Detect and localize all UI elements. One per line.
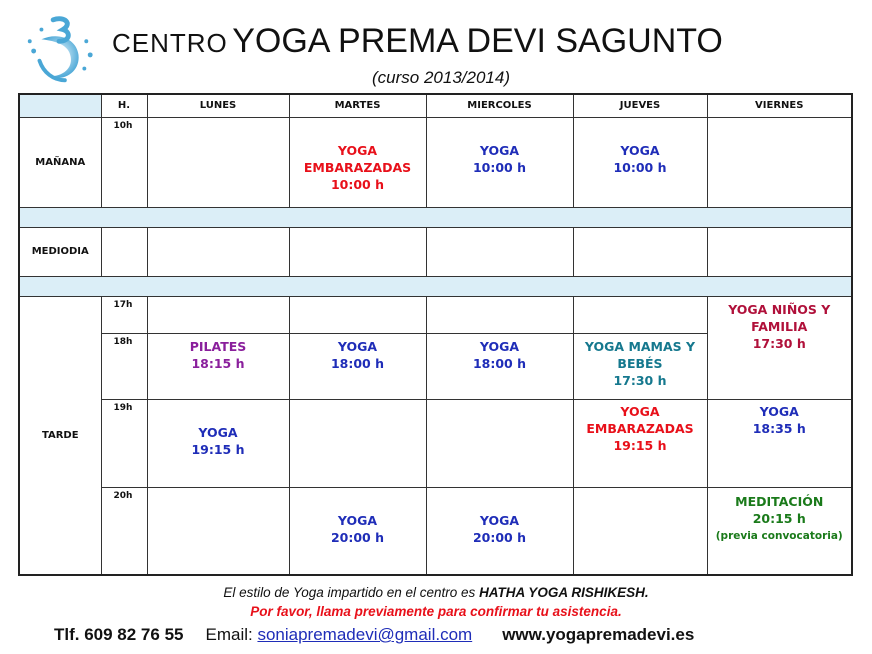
class-name: YOGA [479, 338, 520, 354]
class-time: 17:30 h [752, 335, 806, 351]
class-cell-jueves-19 [573, 399, 707, 487]
class-time: 18:15 h [191, 355, 245, 371]
cell-empty [289, 399, 426, 487]
class-name: YOGA EMBARAZADAS [303, 142, 412, 175]
cell-empty [101, 227, 147, 276]
email-link[interactable]: soniapremadevi@gmail.com [257, 625, 473, 644]
table-row [19, 296, 852, 333]
style-name: HATHA YOGA RISHIKESH. [479, 585, 649, 600]
class-cell-viernes-20 [707, 487, 852, 575]
cell-empty [147, 487, 289, 575]
class-name: YOGA NIÑOS Y FAMILIA [728, 301, 831, 334]
cell-empty [147, 296, 289, 333]
confirm-note: Por favor, llama previamente para confirmar tu asistencia. [250, 604, 622, 619]
class-cell-lunes-18 [147, 333, 289, 399]
cell-empty [573, 296, 707, 333]
class-time: 19:15 h [613, 437, 667, 453]
class-name: YOGA [479, 512, 520, 528]
hour-18: 18h [101, 333, 147, 399]
separator-row [19, 207, 852, 227]
col-header-viernes: VIERNES [707, 94, 852, 117]
yoga-style-note [0, 585, 872, 600]
class-cell-viernes-1730 [707, 296, 852, 399]
class-note: (previa convocatoria) [715, 529, 843, 542]
header-row [19, 94, 852, 117]
class-name: YOGA [620, 142, 660, 158]
hour-19: 19h [101, 399, 147, 487]
col-header-hour: H. [101, 94, 147, 117]
logo-icon [20, 12, 98, 90]
hour-10: 10h [101, 117, 147, 207]
cell-empty [707, 117, 852, 207]
class-name: PILATES [189, 338, 247, 354]
period-tarde: TARDE [19, 296, 101, 575]
cell-empty [426, 399, 573, 487]
title-main: YOGA PREMA DEVI SAGUNTO [232, 22, 723, 60]
cell-empty [147, 117, 289, 207]
class-cell-lunes-19 [147, 399, 289, 487]
email-label: Email: [205, 625, 258, 644]
website-link[interactable]: www.yogapremadevi.es [502, 625, 695, 644]
class-name: YOGA MAMAS Y BEBÉS [584, 338, 696, 371]
title-prefix: CENTRO [112, 28, 228, 58]
cell-empty [147, 227, 289, 276]
class-time: 18:35 h [752, 420, 806, 436]
cell-empty [573, 227, 707, 276]
class-name: YOGA [337, 338, 378, 354]
col-header-martes: MARTES [289, 94, 426, 117]
class-time: 18:00 h [472, 355, 527, 371]
class-time: 10:00 h [330, 176, 385, 192]
col-header-lunes: LUNES [147, 94, 289, 117]
table-row [19, 399, 852, 487]
table-row [19, 117, 852, 207]
phone-number: Tlf. 609 82 76 55 [54, 625, 184, 644]
hour-17: 17h [101, 296, 147, 333]
separator-row [19, 276, 852, 296]
separator-cell [19, 276, 852, 296]
cell-empty [426, 227, 573, 276]
class-cell-martes-18 [289, 333, 426, 399]
page-title [112, 22, 723, 61]
style-text: El estilo de Yoga impartido en el centro es [223, 585, 480, 600]
col-header-miercoles: MIERCOLES [426, 94, 573, 117]
period-manana: MAÑANA [19, 117, 101, 207]
cell-empty [289, 227, 426, 276]
table-row [19, 227, 852, 276]
cell-empty [289, 296, 426, 333]
class-time: 20:15 h [752, 510, 806, 526]
class-time: 10:00 h [613, 159, 667, 175]
class-cell-martes-20 [289, 487, 426, 575]
class-name: MEDITACIÓN [735, 493, 824, 509]
separator-cell [19, 207, 852, 227]
col-header-jueves: JUEVES [573, 94, 707, 117]
class-cell-miercoles-10 [426, 117, 573, 207]
class-cell-martes-10 [289, 117, 426, 207]
cell-empty [573, 487, 707, 575]
class-time: 17:30 h [613, 372, 667, 388]
class-cell-jueves-18 [573, 333, 707, 399]
schedule-table [18, 93, 853, 576]
cell-empty [426, 296, 573, 333]
class-cell-miercoles-18 [426, 333, 573, 399]
class-name: YOGA [198, 424, 238, 440]
table-row [19, 487, 852, 575]
class-time: 20:00 h [330, 529, 385, 545]
course-subtitle: (curso 2013/2014) [372, 68, 510, 87]
hour-20: 20h [101, 487, 147, 575]
corner-cell [19, 94, 101, 117]
class-name: YOGA EMBARAZADAS [586, 403, 694, 436]
class-time: 20:00 h [472, 529, 527, 545]
class-name: YOGA [337, 512, 378, 528]
class-time: 19:15 h [191, 441, 245, 457]
class-cell-jueves-10 [573, 117, 707, 207]
class-time: 18:00 h [330, 355, 385, 371]
cell-empty [707, 227, 852, 276]
class-cell-viernes-19 [707, 399, 852, 487]
contact-line [54, 625, 694, 645]
class-cell-miercoles-20 [426, 487, 573, 575]
period-mediodia: MEDIODIA [19, 227, 101, 276]
class-name: YOGA [759, 403, 799, 419]
class-name: YOGA [479, 142, 520, 158]
class-time: 10:00 h [472, 159, 527, 175]
